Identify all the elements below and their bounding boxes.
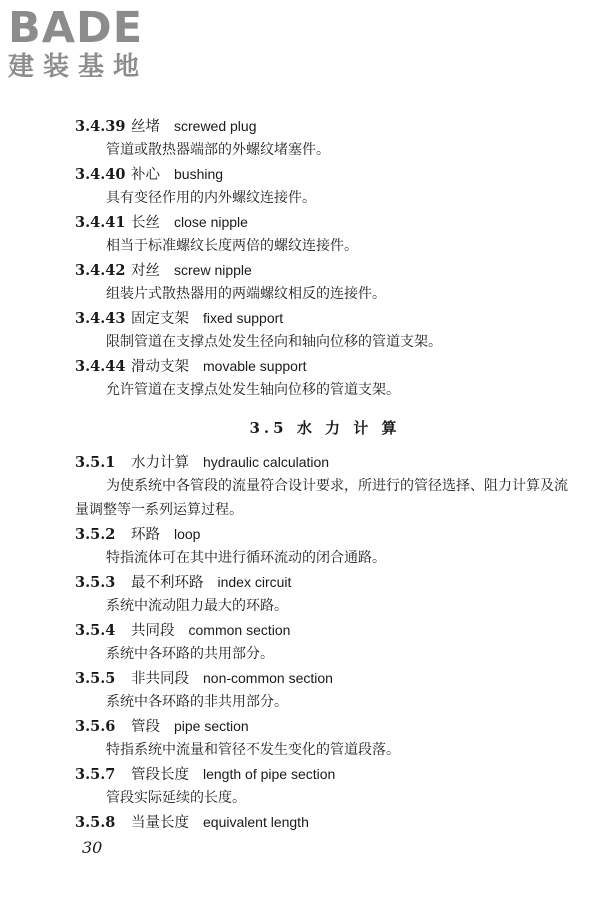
term-entry xyxy=(75,570,575,618)
term-definition: 特指系统中流量和管径不发生变化的管道段落。 xyxy=(106,742,400,758)
page-number: 30 xyxy=(82,838,103,857)
term-heading xyxy=(75,714,575,738)
term-entry xyxy=(75,450,575,522)
term-definition: 相当于标准螺纹长度两倍的螺纹连接件。 xyxy=(106,238,358,254)
term-definition: 为使系统中各管段的流量符合设计要求，所进行的管径选择、阻力计算及流量调整等一系列运算过程。 xyxy=(75,478,568,518)
term-heading xyxy=(75,162,575,186)
logo xyxy=(8,3,188,82)
term-english: equivalent length xyxy=(203,814,309,830)
term-english: pipe section xyxy=(174,718,249,734)
term-definition: 特指流体可在其中进行循环流动的闭合通路。 xyxy=(106,550,386,566)
term-number: 3.4.39 xyxy=(75,118,126,135)
term-number: 3.5.3 xyxy=(75,574,116,591)
term-entry xyxy=(75,258,575,306)
term-number: 3.4.42 xyxy=(75,262,126,279)
term-english: hydraulic calculation xyxy=(203,454,330,470)
term-entry xyxy=(75,162,575,210)
term-entry xyxy=(75,666,575,714)
term-number: 3.5.6 xyxy=(75,718,116,735)
term-chinese: 管段 xyxy=(131,719,160,735)
term-english: movable support xyxy=(203,358,307,374)
logo-subtitle: 建装基地 xyxy=(8,52,149,82)
term-entry xyxy=(75,210,575,258)
term-chinese: 环路 xyxy=(131,527,160,543)
term-chinese: 管段长度 xyxy=(131,767,189,783)
term-heading xyxy=(75,258,575,282)
document-body xyxy=(75,114,575,834)
term-number: 3.5.4 xyxy=(75,622,116,639)
term-english: bushing xyxy=(174,166,224,182)
term-heading xyxy=(75,810,575,834)
term-english: screw nipple xyxy=(174,262,252,278)
term-number: 3.4.40 xyxy=(75,166,126,183)
entry-list-3-5 xyxy=(75,450,575,834)
term-number: 3.5.5 xyxy=(75,670,116,687)
term-heading xyxy=(75,522,575,546)
term-english: common section xyxy=(188,622,291,638)
term-english: screwed plug xyxy=(174,118,257,134)
term-number: 3.4.43 xyxy=(75,310,126,327)
term-number: 3.5.1 xyxy=(75,454,116,471)
term-chinese: 对丝 xyxy=(131,263,160,279)
term-number: 3.5.8 xyxy=(75,814,116,831)
term-definition: 系统中各环路的共用部分。 xyxy=(106,646,274,662)
term-definition: 系统中流动阻力最大的环路。 xyxy=(106,598,288,614)
term-chinese: 补心 xyxy=(131,167,160,183)
term-heading xyxy=(75,618,575,642)
term-entry xyxy=(75,306,575,354)
term-chinese: 长丝 xyxy=(131,215,160,231)
term-english: index circuit xyxy=(217,574,292,590)
term-chinese: 非共同段 xyxy=(131,671,189,687)
term-chinese: 丝堵 xyxy=(131,119,160,135)
term-number: 3.4.44 xyxy=(75,358,126,375)
term-entry xyxy=(75,762,575,810)
section-title: 3.5 水 力 计 算 xyxy=(249,419,401,437)
term-heading xyxy=(75,354,575,378)
term-english: close nipple xyxy=(174,214,248,230)
term-chinese: 共同段 xyxy=(131,623,175,639)
term-definition: 限制管道在支撑点处发生径向和轴向位移的管道支架。 xyxy=(106,334,442,350)
term-entry xyxy=(75,714,575,762)
entry-list-3-4 xyxy=(75,114,575,402)
term-chinese: 滑动支架 xyxy=(131,359,189,375)
term-definition: 组装片式散热器用的两端螺纹相反的连接件。 xyxy=(106,286,386,302)
term-entry xyxy=(75,618,575,666)
term-english: non-common section xyxy=(203,670,333,686)
term-chinese: 最不利环路 xyxy=(131,575,204,591)
term-heading xyxy=(75,210,575,234)
term-entry xyxy=(75,114,575,162)
term-definition: 管道或散热器端部的外螺纹堵塞件。 xyxy=(106,142,330,158)
term-chinese: 当量长度 xyxy=(131,815,189,831)
term-heading xyxy=(75,450,575,474)
term-entry xyxy=(75,810,575,834)
term-number: 3.4.41 xyxy=(75,214,126,231)
term-definition: 允许管道在支撑点处发生轴向位移的管道支架。 xyxy=(106,382,400,398)
term-entry xyxy=(75,522,575,570)
term-english: fixed support xyxy=(203,310,284,326)
term-number: 3.5.2 xyxy=(75,526,116,543)
term-heading xyxy=(75,570,575,594)
term-definition: 管段实际延续的长度。 xyxy=(106,790,246,806)
term-chinese: 固定支架 xyxy=(131,311,189,327)
term-entry xyxy=(75,354,575,402)
term-english: length of pipe section xyxy=(203,766,336,782)
term-heading xyxy=(75,666,575,690)
term-definition: 系统中各环路的非共用部分。 xyxy=(106,694,288,710)
term-chinese: 水力计算 xyxy=(131,455,189,471)
logo-wordmark: BADE xyxy=(8,3,144,53)
term-number: 3.5.7 xyxy=(75,766,116,783)
term-heading xyxy=(75,306,575,330)
term-english: loop xyxy=(174,526,201,542)
term-heading xyxy=(75,114,575,138)
term-definition: 具有变径作用的内外螺纹连接件。 xyxy=(106,190,316,206)
term-heading xyxy=(75,762,575,786)
